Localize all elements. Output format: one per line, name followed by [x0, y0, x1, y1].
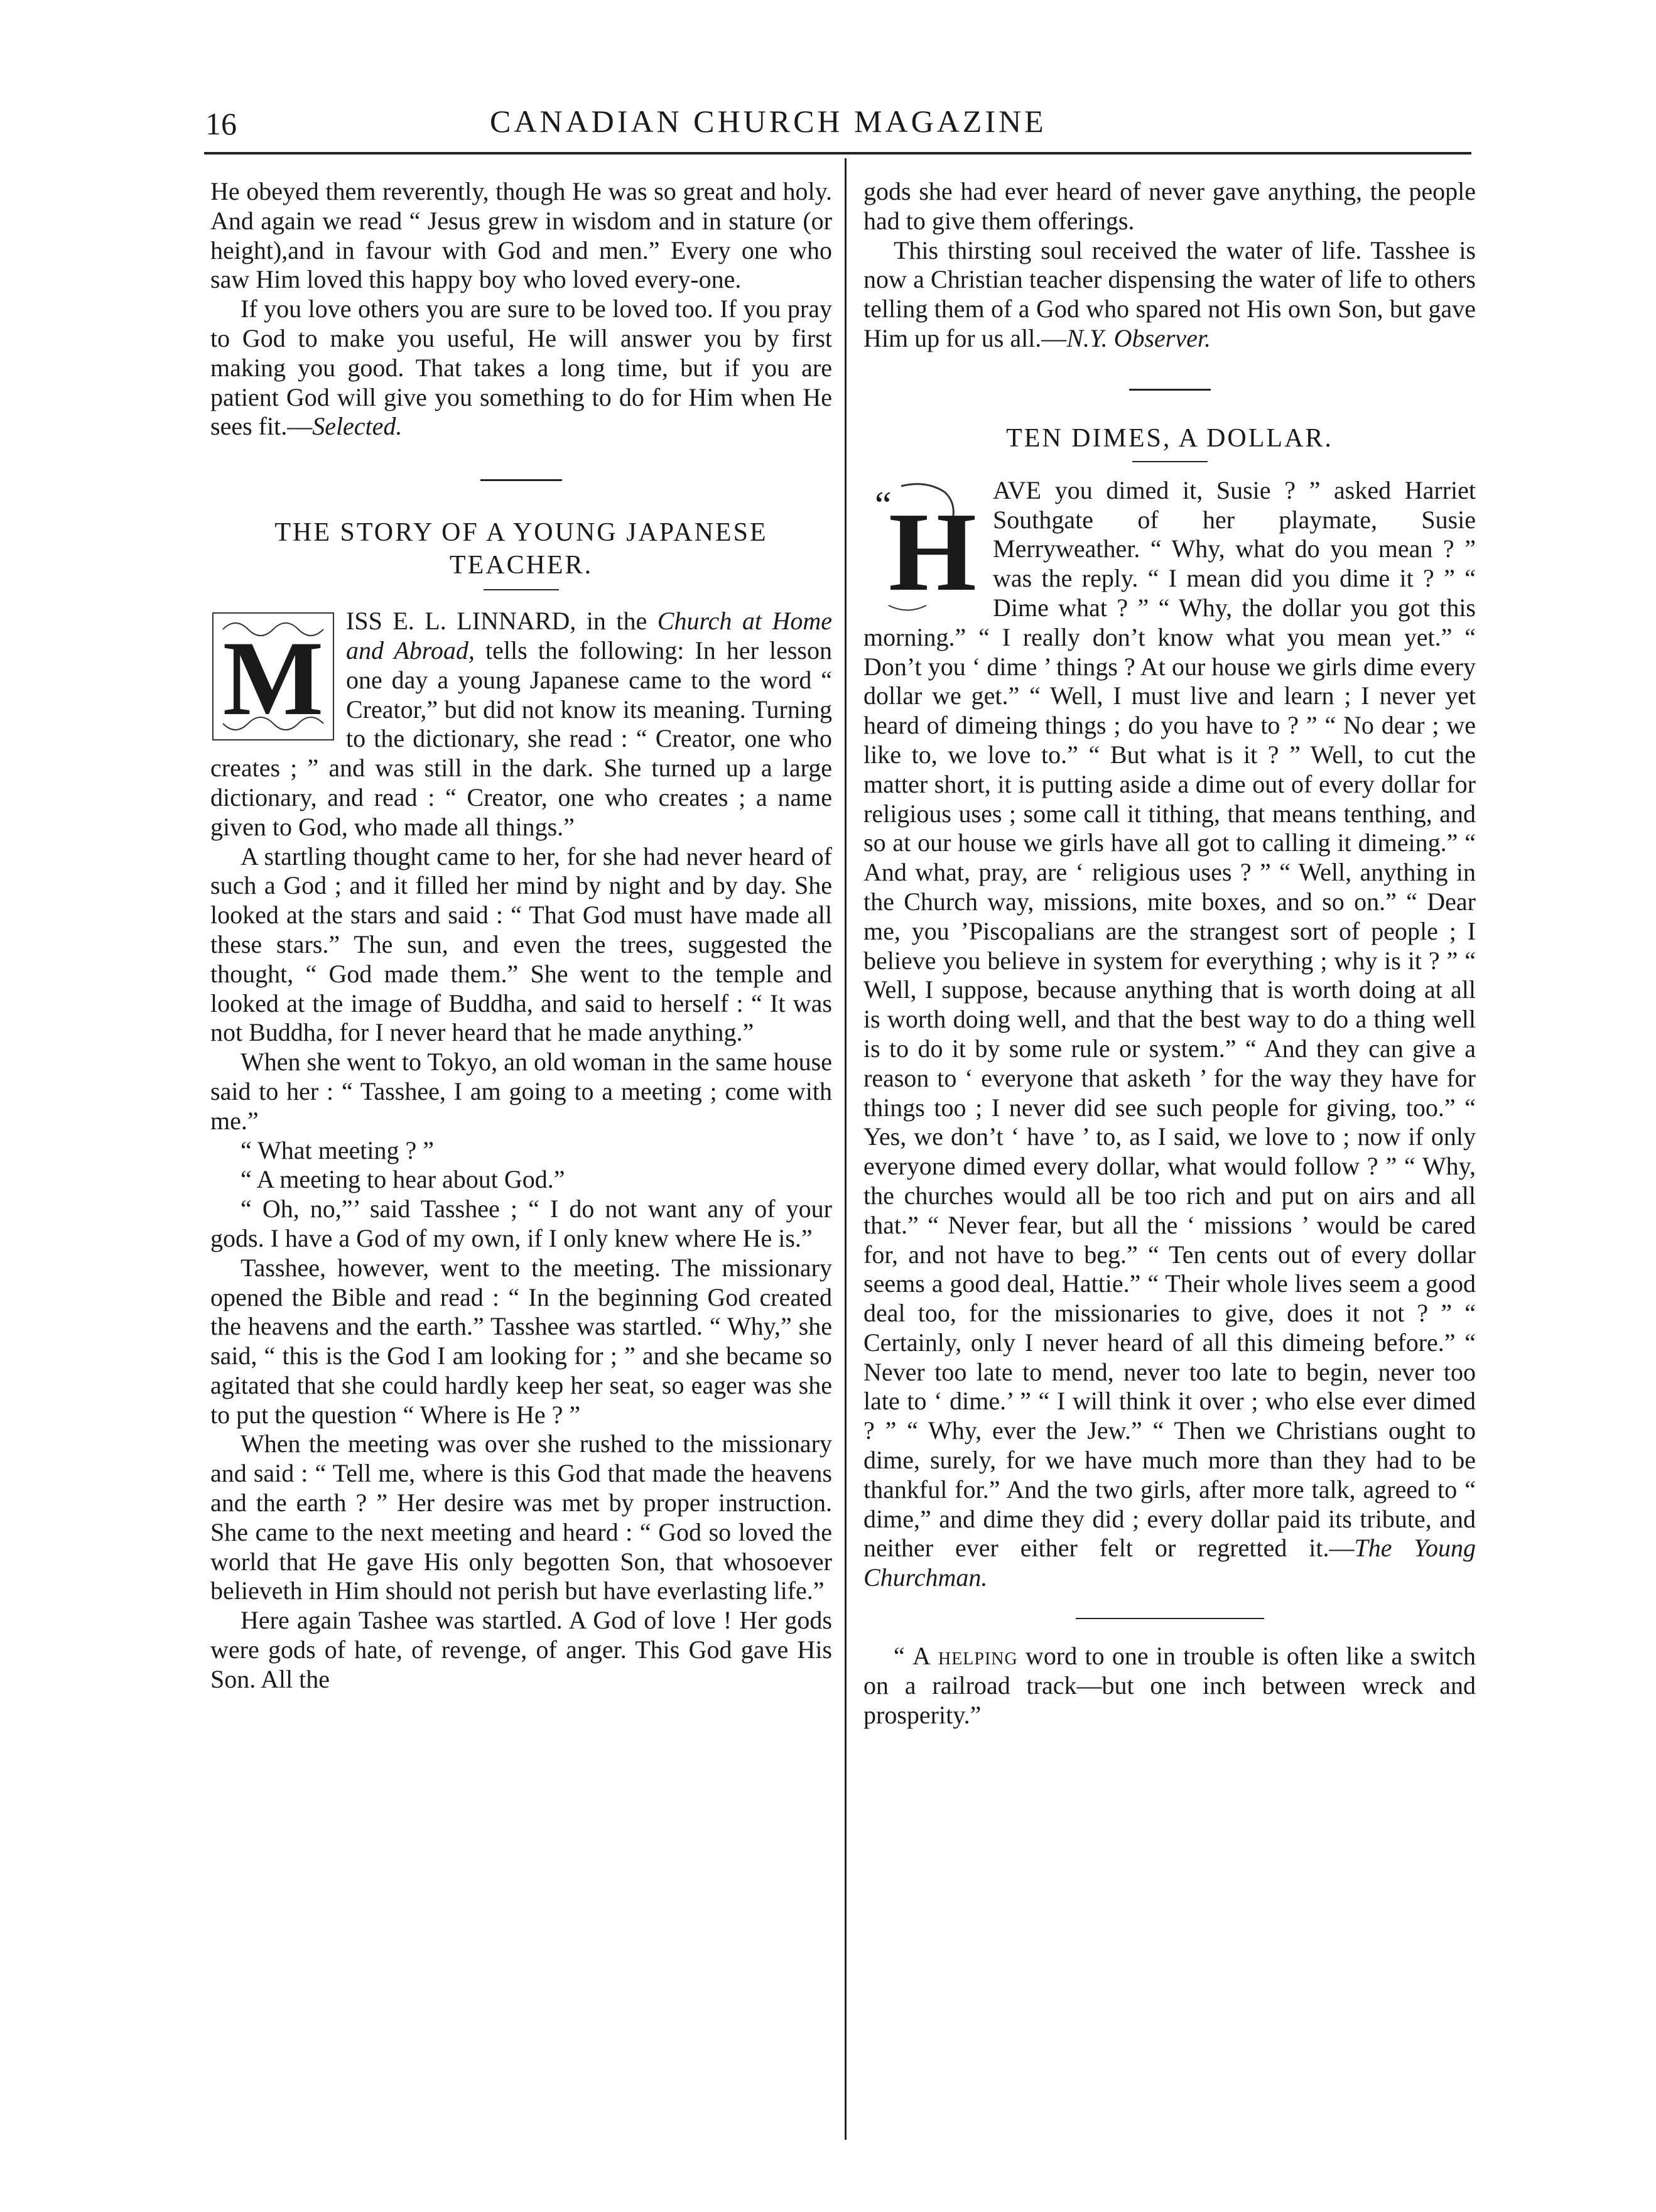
page-number: 16 — [205, 106, 237, 141]
paragraph: A startling thought came to her, for she had never heard of such a God ; and it filled her mind by night and by day. She looked at the stars and said : “ That God must have made all these stars.” The sun, and even the trees, suggested the thought, “ God made them.” She went to the temple and looked at the image of Buddha, and said to herself : “ It was not Buddha, for I never heard that he made anything.” — [210, 842, 832, 1047]
quote-open: “ — [894, 1642, 913, 1671]
paragraph: When she went to Tokyo, an old woman in the same house said to her : “ Tasshee, I am going to a meeting ; come with me.” — [210, 1048, 832, 1135]
source-attribution: Selected. — [312, 412, 403, 441]
quote-text: word to one in trouble is often like a switch on a railroad track—but one inch between wreck and prosperity.” — [863, 1642, 1476, 1729]
source-title: The Young Churchman. — [863, 1534, 1476, 1592]
paragraph: “ Oh, no,”’ said Tasshee ; “ I do not want any of your gods. I have a God of my own, if I only knew where He is.” — [210, 1195, 832, 1252]
paragraph: “ What meeting ? ” — [241, 1136, 435, 1164]
article-title: TEN DIMES, A DOLLAR. — [1006, 423, 1333, 453]
header-rule — [204, 152, 1471, 155]
page-header-title: CANADIAN CHURCH MAGAZINE — [490, 104, 1047, 139]
drop-cap-letter: M — [222, 619, 324, 738]
continued-paragraph — [210, 295, 832, 442]
right-column — [863, 177, 1476, 1730]
left-column — [210, 177, 832, 1694]
continued-paragraph: He obeyed them reverently, though He was so great and holy. And again we read “ Jesus grew in wisdom and in stature (or height),and in favour with God and men.” Every one who saw Him loved this happy boy who loved every-one. — [210, 177, 832, 294]
drop-cap-h — [863, 480, 983, 615]
lead-text: AVE you dimed it, Susie ? ” asked Harriet Southgate of her playmate, Susie Merryweather. “ Why, what do you mean ? ” was the reply. “ I mean did you dime it ? ” “ Dime what ? ” “ Why, the dollar you got this morning.” “ I really don’t know what you mean yet.” “ Don’t you ‘ dime ’ things ? At our house we girls dime every dollar we get.” “ Well, I must live and learn ; I never yet heard of dimeing things ; do you have to ? ” “ No dear ; we like to, we love to.” “ But what is it ? ” Well, to cut the matter short, it is putting aside a dime out of every dollar for religious uses ; some call it tithing, that means tenthing, and so at our house we girls have all got to calling it dimeing.” “ And what, pray, are ‘ religious uses ? ” “ Well, anything in the Church way, missions, mite boxes, and so on.” “ Dear me, you ’Piscopalians are the strangest sort of people ; I believe you believe in system for everything ; why is it ? ” “ Well, I suppose, because anything that is worth doing at all is worth doing well, and that the best way to do a thing well is to do it by some rule or system.” “ And they can give a reason to ‘ everyone that asketh ’ for the way they have for things too ; I never did see such people for giving, too.” “ Yes, we don’t ‘ have ’ to, as I said, we love to ; now if only everyone dimed every dollar, what would follow ? ” “ Why, the churches would all be too rich and put on airs and all that.” “ Never fear, but all the ‘ missions ’ would be cared for, and not have to beg.” “ Ten cents out of every dollar seems a good deal, Hattie.” “ Their whole lives seem a good deal too, for the missionaries to give, does it not ? ” “ Certainly, only I never heard of all this dimeing before.” “ Never too late to mend, never too late to begin, never too late to ‘ dime.’ ” “ I will think it over ; who else ever dimed ? ” “ Why, ever the Jew.” “ Then we Christians ought to dime, surely, for we have much more than they had to be thankful for.” And the two girls, after more talk, agreed to “ dime,” and dime they did ; every dollar paid its tribute, and neither ever either felt or regretted it.— — [863, 475, 1476, 1563]
paragraph: When the meeting was over she rushed to the missionary and said : “ Tell me, where is this God that made the heavens and the earth ? ” Her desire was met by proper instruction. She came to the next meeting and heard : “ God so loved the world that He gave His only begotten Son, that whosoever believeth in Him should not perish but have everlasting life.” — [210, 1429, 832, 1605]
lead-text-rest: tells the following: In her lesson one day a young Japanese came to the word “ Creator,” but did not know its meaning. Turning to the dictionary, she read : “ Creator, one who creates ; ” and was still in the dark. She turned up a large dictionary, and read : “ Creator, one who creates ; a name given to God, who made all things.” — [210, 636, 832, 841]
source-title: Church at Home and Abroad, — [346, 607, 833, 664]
quote-paragraph — [863, 1642, 1476, 1730]
paragraph: Tasshee, however, went to the meeting. The missionary opened the Bible and read : “ In the beginning God created the heavens and the earth.” Tasshee was startled. “ Why,” she said, “ this is the God I am looking for ; ” and she became so agitated that she could hardly keep her seat, so eager was she to put the question “ Where is He ? ” — [210, 1253, 832, 1429]
lead-text: ISS E. L. LINNARD, in the — [346, 607, 658, 636]
drop-cap-m — [210, 610, 336, 742]
continued-paragraph: gods she had ever heard of never gave anything, the people had to give them offerings. — [863, 177, 1476, 235]
paragraph: “ A meeting to hear about God.” — [241, 1165, 565, 1194]
continued-paragraph — [863, 236, 1476, 354]
opening-quote: “ — [875, 484, 892, 526]
ornamental-initial-icon — [863, 480, 983, 615]
paragraph-text: This thirsting soul received the water of life. Tasshee is now a Christian teacher dispensing the water of life to others telling them of a God who spared not His own Son, but gave Him up for us all.— — [863, 236, 1476, 352]
paragraph-text: If you love others you are sure to be loved too. If you pray to God to make you useful, He will answer you by first making you good. That takes a long time, but if you are patient God will give you something to do for Him when He sees fit.— — [210, 295, 832, 441]
quote-smallcaps: A helping — [912, 1642, 1018, 1671]
paragraph: Here again Tashee was startled. A God of love ! Her gods were gods of hate, of revenge, of anger. This God gave His Son. All the — [210, 1606, 832, 1693]
drop-cap-letter: H — [888, 489, 977, 614]
source-attribution: N.Y. Observer. — [1066, 323, 1211, 352]
ornamental-initial-icon — [210, 610, 336, 742]
column-divider — [845, 158, 847, 2140]
article-title: THE STORY OF A YOUNG JAPANESE TEACHER. — [274, 518, 768, 580]
lead-paragraph — [863, 476, 1476, 1593]
